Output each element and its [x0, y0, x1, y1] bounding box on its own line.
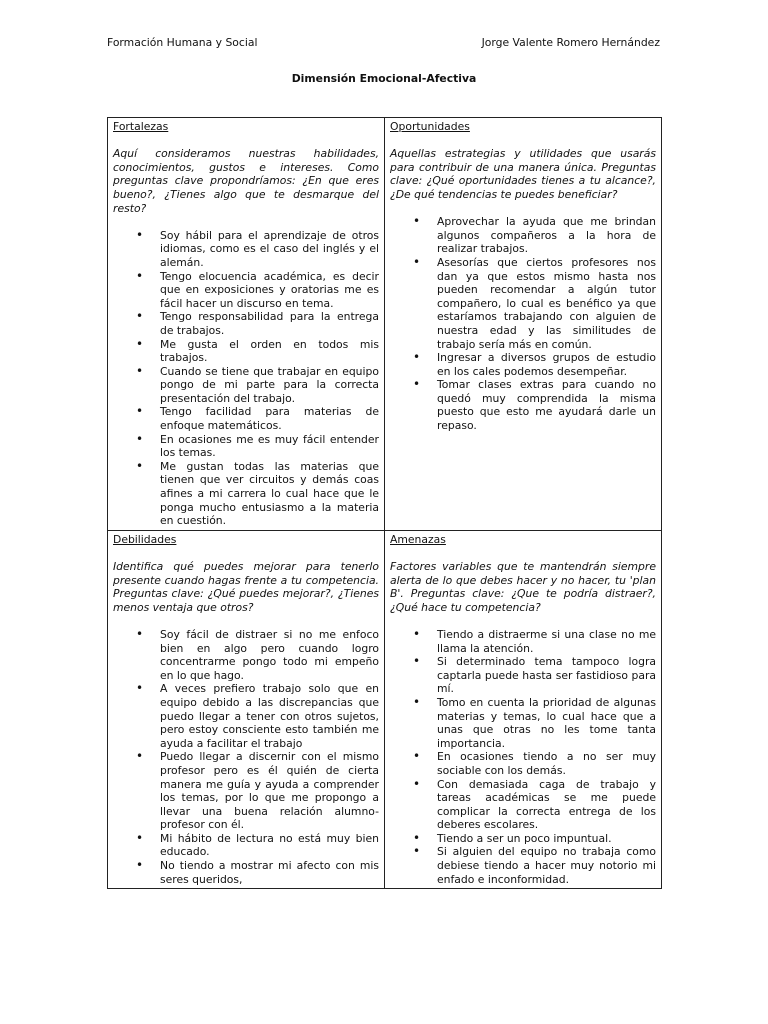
fortalezas-title: Fortalezas [113, 120, 169, 133]
list-item: • Me gustan todas las materias que tienen que ver circuitos y demás coas afines a mi carrera lo cual hace que le ponga mucho entusiasmo a la materia en cuestión. [160, 460, 379, 528]
amenazas-description: Factores variables que te mantendrán siempre alerta de lo que debes hacer y no hacer, tu 'plan B'. Preguntas clave: ¿Que te podría distraer?, ¿Qué hace tu competencia? [390, 560, 656, 614]
fortalezas-description: Aquí consideramos nuestras habilidades, conocimientos, gustos e intereses. Como preguntas clave propondríamos: ¿En que eres bueno?, ¿Tienes algo que te desmarque del resto? [113, 147, 379, 215]
debilidades-description: Identifica qué puedes mejorar para tenerlo presente cuando hagas frente a tu competencia. Preguntas clave: ¿Qué puedes mejorar?, ¿Tienes menos ventaja que otros? [113, 560, 379, 614]
list-item: • Ingresar a diversos grupos de estudio en los cales podemos desempeñar. [437, 351, 656, 378]
swot-row-top [108, 118, 662, 531]
header-author: Jorge Valente Romero Hernández [481, 36, 660, 49]
list-item: • Tomo en cuenta la prioridad de algunas materias y temas, lo cual hace que a unas que otras no les tome tanta importancia. [437, 696, 656, 750]
list-item: • Con demasiada caga de trabajo y tareas académicas se me puede complicar la correcta entrega de los deberes escolares. [437, 778, 656, 832]
cell-fortalezas [108, 118, 385, 531]
list-item: • A veces prefiero trabajo solo que en equipo debido a las discrepancias que puedo llegar a tener con otros sujetos, pero estoy consciente esto también me ayuda a facilitar el trabajo [160, 682, 379, 750]
cell-debilidades [108, 530, 385, 888]
fortalezas-list [113, 229, 379, 528]
amenazas-list [390, 628, 656, 886]
list-item: • Tengo elocuencia académica, es decir que en exposiciones y oratorias me es fácil hacer un discurso en tema. [160, 270, 379, 311]
list-item: • Tiendo a ser un poco impuntual. [437, 832, 656, 846]
swot-row-bottom [108, 530, 662, 888]
list-item: • Me gusta el orden en todos mis trabajos. [160, 338, 379, 365]
list-item: • Soy fácil de distraer si no me enfoco bien en algo pero cuando logro concentrarme pongo todo mi empeño en lo que hago. [160, 628, 379, 682]
list-item: • Puedo llegar a discernir con el mismo profesor pero es él quién de cierta manera me guía y ayuda a comprender los temas, por lo que me propongo a llevar una buena relación alumno-profesor con él. [160, 750, 379, 832]
list-item: • Tiendo a distraerme si una clase no me llama la atención. [437, 628, 656, 655]
list-item: • Mi hábito de lectura no está muy bien educado. [160, 832, 379, 859]
cell-amenazas [385, 530, 662, 888]
oportunidades-description: Aquellas estrategias y utilidades que usarás para contribuir de una manera única. Preguntas clave: ¿Qué oportunidades tienes a tu alcance?, ¿De qué tendencias te puedes beneficiar? [390, 147, 656, 201]
list-item: • Si determinado tema tampoco logra captarla puede hasta ser fastidioso para mí. [437, 655, 656, 696]
list-item: • No tiendo a mostrar mi afecto con mis seres queridos, [160, 859, 379, 886]
list-item: • Tengo facilidad para materias de enfoque matemáticos. [160, 405, 379, 432]
page-header [107, 36, 660, 49]
debilidades-title: Debilidades [113, 532, 177, 546]
header-course: Formación Humana y Social [107, 36, 258, 49]
list-item: • Si alguien del equipo no trabaja como debiese tiendo a hacer muy notorio mi enfado e inconformidad. [437, 845, 656, 886]
document-title: Dimensión Emocional-Afectiva [291, 72, 477, 85]
oportunidades-list [390, 215, 656, 433]
list-item: • En ocasiones me es muy fácil entender los temas. [160, 433, 379, 460]
list-item: • En ocasiones tiendo a no ser muy sociable con los demás. [437, 750, 656, 777]
amenazas-title: Amenazas [390, 532, 446, 546]
list-item: • Cuando se tiene que trabajar en equipo pongo de mi parte para la correcta presentación del trabajo. [160, 365, 379, 406]
oportunidades-title: Oportunidades [390, 120, 470, 133]
list-item: • Soy hábil para el aprendizaje de otros idiomas, como es el caso del inglés y el alemán. [160, 229, 379, 270]
list-item: • Tomar clases extras para cuando no quedó muy comprendida la misma puesto que esto me ayudará darle un repaso. [437, 378, 656, 432]
list-item: • Aprovechar la ayuda que me brindan algunos compañeros a la hora de realizar trabajos. [437, 215, 656, 256]
list-item: • Tengo responsabilidad para la entrega de trabajos. [160, 310, 379, 337]
debilidades-list [113, 628, 379, 886]
cell-oportunidades [385, 118, 662, 531]
list-item: • Asesorías que ciertos profesores nos dan ya que estos mismo hasta nos pueden recomendar a algún tutor compañero, lo cual es benéfico ya que estaríamos trabajando con alguien de nuestra edad y las similitudes de trabajo sería más en común. [437, 256, 656, 351]
swot-table [107, 117, 662, 889]
